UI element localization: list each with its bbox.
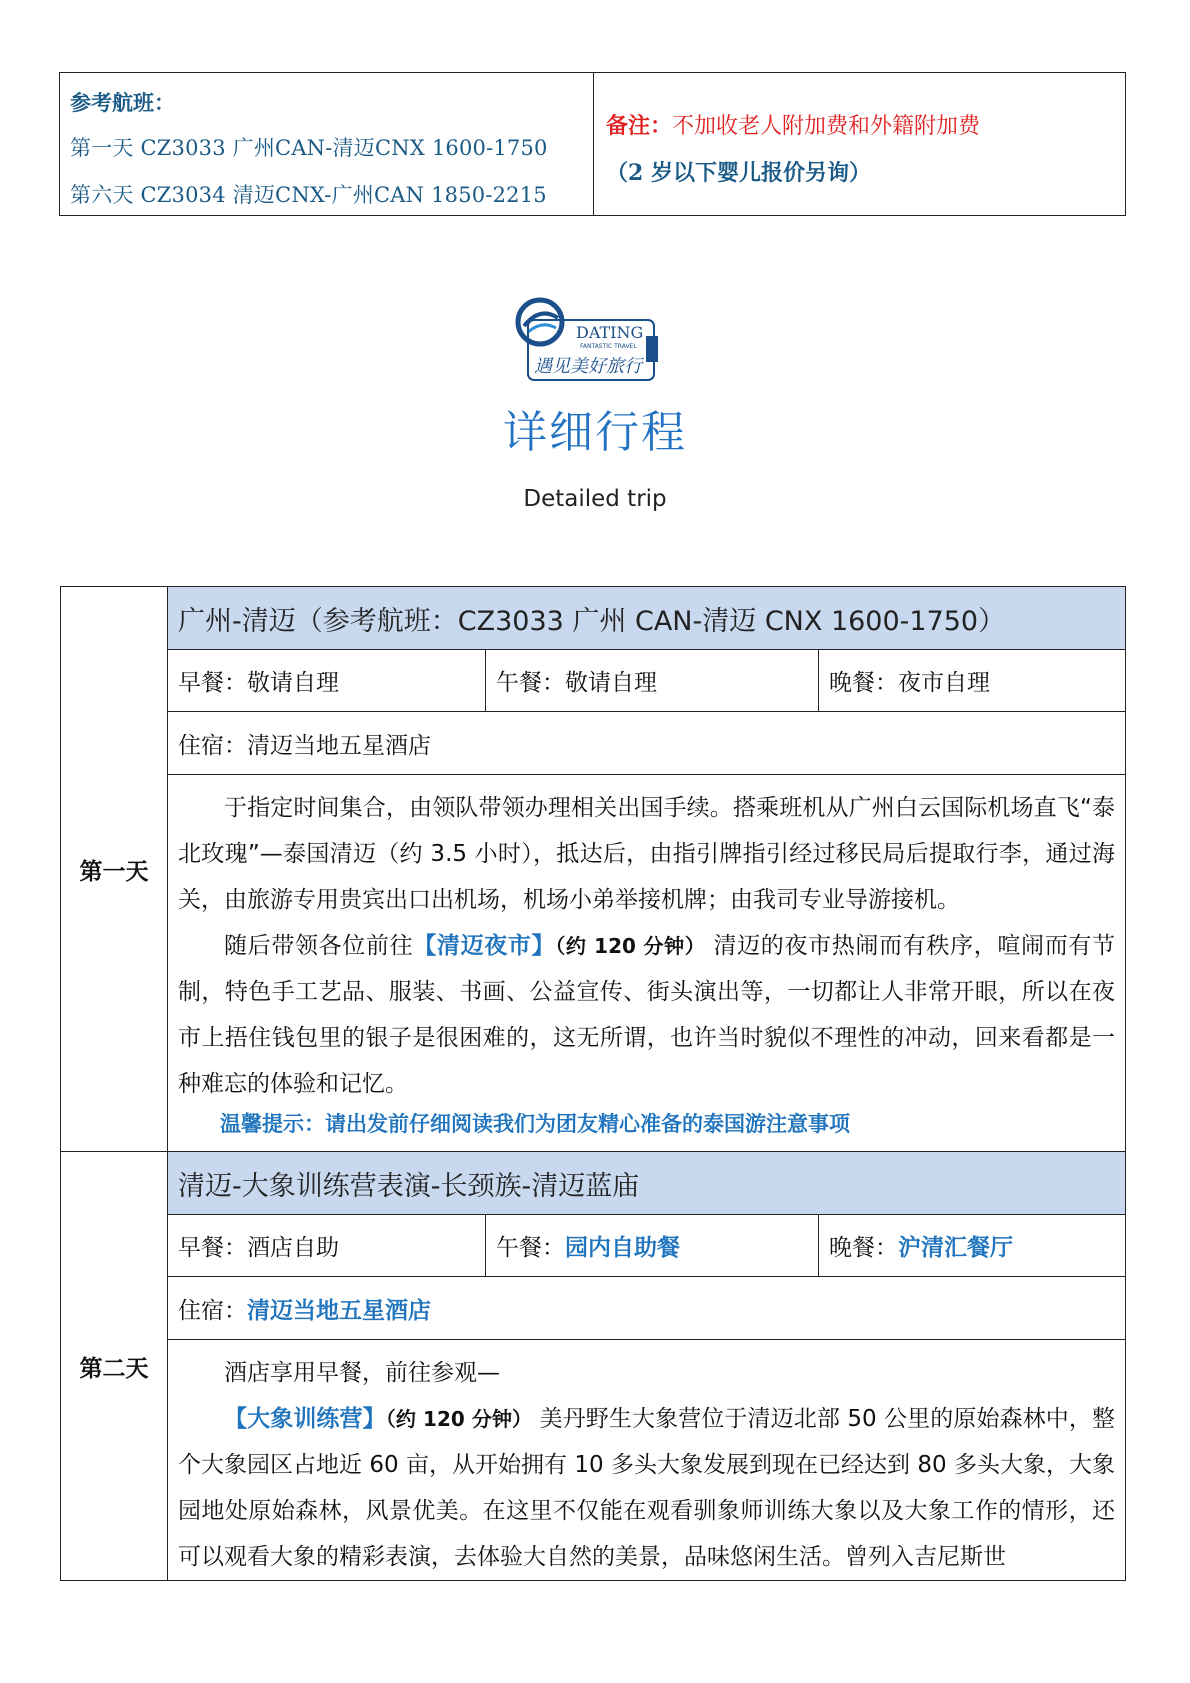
day2-breakfast: 早餐：酒店自助	[168, 1215, 486, 1277]
flight-info-box	[59, 72, 1126, 216]
spot-elephant-camp: 【大象训练营】	[224, 1406, 386, 1432]
spot-night-market: 【清迈夜市】	[413, 933, 556, 959]
day1-label: 第一天	[61, 587, 168, 1152]
day2-paragraph-1: 酒店享用早餐，前往参观—	[224, 1360, 500, 1386]
flight-line-day6: 第六天 CZ3034 清迈CNX-广州CAN 1850-2215	[70, 183, 547, 207]
day2-description-row	[61, 1340, 1126, 1581]
logo-text-cn: 遇见美好旅行	[534, 356, 642, 377]
flight-line-day1: 第一天 CZ3033 广州CAN-清迈CNX 1600-1750	[70, 136, 548, 160]
day2-paragraph-2: 【大象训练营】（约 120 分钟） 美丹野生大象营位于清迈北部 50 公里的原始森林中，整个大象园区占地近 60 亩，从开始拥有 10 多头大象发展到现在已经达到 80 多头大象，大象园地处原始森林，风景优美。在这里不仅能在观看驯象师训练大象以及大象工作的情形，还可以观看大象的精彩表演，去体验大自然的美景，品味悠闲生活。曾列入吉尼斯世	[178, 1406, 1116, 1570]
day1-stay-row	[61, 712, 1126, 775]
day2-dinner: 晚餐：沪清汇餐厅	[819, 1215, 1126, 1277]
day1-meals-row	[61, 650, 1126, 712]
day2-stay-row	[61, 1277, 1126, 1340]
day2-meals-row	[61, 1215, 1126, 1277]
day1-paragraph-2: 随后带领各位前往【清迈夜市】（约 120 分钟） 清迈的夜市热闹而有秩序，喧闹而有节制，特色手工艺品、服装、书画、公益宣传、街头演出等，一切都让人非常开眼，所以在夜市上捂住钱包里的银子是很困难的，这无所谓，也许当时貌似不理性的冲动，回来看都是一种难忘的体验和记忆。	[178, 933, 1116, 1097]
page-title: 详细行程	[503, 407, 687, 458]
flight-reference	[60, 73, 594, 215]
company-logo	[510, 296, 670, 392]
day1-breakfast: 早餐：敬请自理	[168, 650, 486, 712]
day1-description	[168, 775, 1126, 1152]
day2-lunch: 午餐：园内自助餐	[486, 1215, 819, 1277]
day2-description	[168, 1340, 1126, 1581]
day1-route-row	[61, 587, 1126, 650]
day1-dinner: 晚餐：夜市自理	[819, 650, 1126, 712]
day1-tip: 温馨提示：请出发前仔细阅读我们为团友精心准备的泰国游注意事项	[220, 1112, 850, 1136]
remarks	[594, 73, 1125, 215]
day2-accommodation: 住宿：清迈当地五星酒店	[168, 1277, 1126, 1340]
day1-route: 广州-清迈（参考航班：CZ3033 广州 CAN-清迈 CNX 1600-1750）	[168, 587, 1126, 650]
day1-lunch: 午餐：敬请自理	[486, 650, 819, 712]
day1-description-row	[61, 775, 1126, 1152]
page-subtitle: Detailed trip	[523, 486, 667, 512]
day2-label: 第二天	[61, 1152, 168, 1581]
logo-text-en-sub: FANTASTIC TRAVEL	[580, 343, 637, 350]
remarks-sub: （2 岁以下婴儿报价另询）	[606, 160, 871, 186]
itinerary-table	[60, 586, 1126, 1581]
day2-route-row	[61, 1152, 1126, 1215]
flight-heading: 参考航班：	[70, 90, 175, 115]
day1-paragraph-1: 于指定时间集合，由领队带领办理相关出国手续。搭乘班机从广州白云国际机场直飞“泰北玫瑰”—泰国清迈（约 3.5 小时），抵达后，由指引牌指引经过移民局后提取行李，通过海关，由旅游专用贵宾出口出机场，机场小弟举接机牌；由我司专业导游接机。	[178, 795, 1115, 913]
logo-text-en: DATING	[576, 323, 644, 342]
day1-accommodation: 住宿：清迈当地五星酒店	[168, 712, 1126, 775]
remarks-text: 不加收老人附加费和外籍附加费	[672, 114, 981, 139]
remarks-label: 备注：	[606, 113, 673, 139]
day2-route: 清迈-大象训练营表演-长颈族-清迈蓝庙	[168, 1152, 1126, 1215]
